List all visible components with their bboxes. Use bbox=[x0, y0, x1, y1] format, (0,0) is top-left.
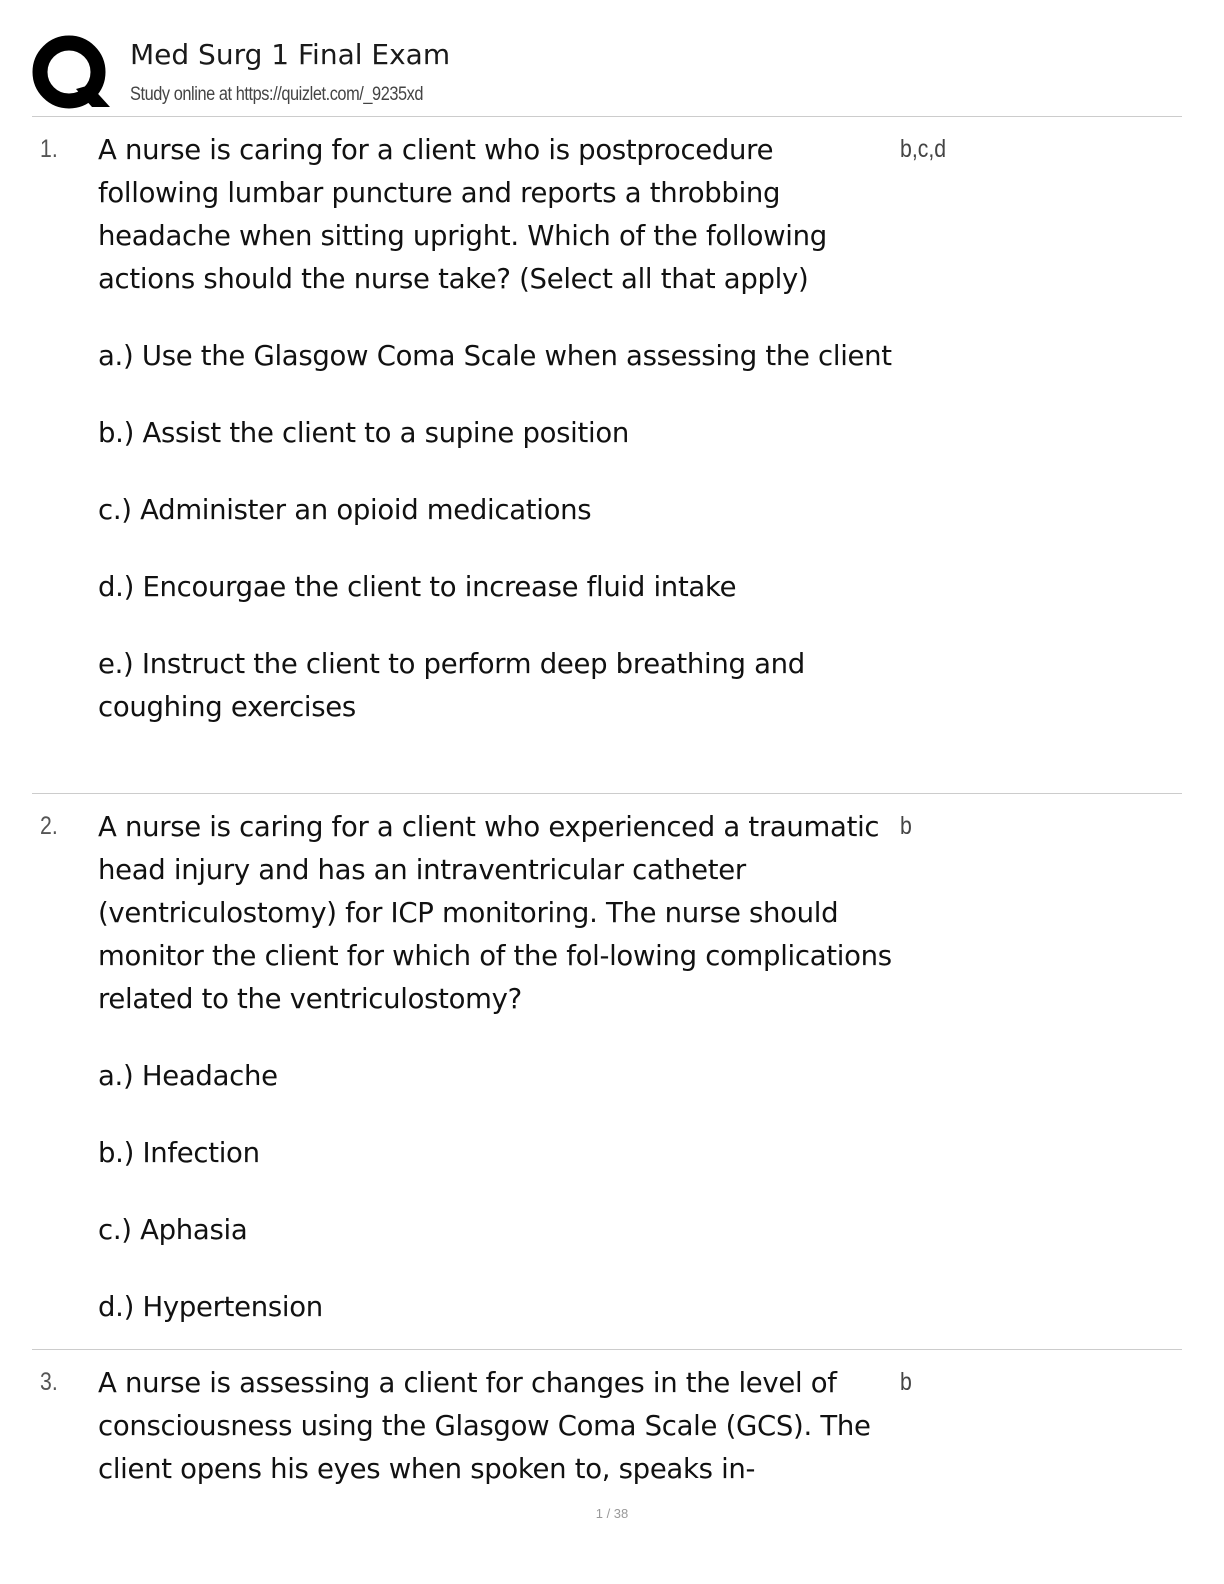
answer-option: a.) Use the Glasgow Coma Scale when assessing the client bbox=[98, 340, 892, 372]
question-number: 2. bbox=[40, 812, 58, 840]
quizlet-logo-icon bbox=[32, 35, 110, 113]
question-text: A nurse is caring for a client who experienced a traumatic head injury and has an intraventricular catheter (ventriculostomy) for ICP monitoring. The nurse should monitor the client for which of the fol-lowing complications related to the ventriculostomy? bbox=[98, 811, 892, 1015]
answer-option: a.) Headache bbox=[98, 1060, 278, 1092]
question-text: A nurse is assessing a client for changes in the level of consciousness using the Glasgow Coma Scale (GCS). The client opens his eyes when spoken to, speaks in- bbox=[98, 1367, 871, 1485]
answer-option: e.) Instruct the client to perform deep breathing and coughing exercises bbox=[98, 648, 805, 723]
answer-option: c.) Aphasia bbox=[98, 1214, 248, 1246]
document-title: Med Surg 1 Final Exam bbox=[130, 38, 451, 71]
question-text: A nurse is caring for a client who is postprocedure following lumbar puncture and reports a throbbing headache when sitting upright. Which of the following actions should the nurse take? (Select all that apply) bbox=[98, 134, 827, 295]
answer-key: b bbox=[900, 812, 912, 840]
answer-option: b.) Assist the client to a supine position bbox=[98, 417, 629, 449]
page-number: 1 / 38 bbox=[595, 1506, 629, 1521]
question-number: 3. bbox=[40, 1368, 58, 1396]
document-subtitle: Study online at https://quizlet.com/_9235xd bbox=[130, 84, 424, 105]
question-card bbox=[32, 117, 1182, 794]
page-header bbox=[32, 30, 1182, 116]
answer-option: b.) Infection bbox=[98, 1137, 260, 1169]
question-body bbox=[98, 1362, 898, 1491]
answer-option: c.) Administer an opioid medications bbox=[98, 494, 592, 526]
question-body bbox=[98, 129, 898, 729]
question-body bbox=[98, 806, 898, 1329]
question-card bbox=[32, 794, 1182, 1350]
question-card bbox=[32, 1350, 1182, 1500]
answer-key: b bbox=[900, 1368, 912, 1396]
question-number: 1. bbox=[40, 135, 58, 163]
answer-option: d.) Encourgae the client to increase fluid intake bbox=[98, 571, 737, 603]
answer-option: d.) Hypertension bbox=[98, 1291, 323, 1323]
answer-key: b,c,d bbox=[900, 135, 947, 163]
